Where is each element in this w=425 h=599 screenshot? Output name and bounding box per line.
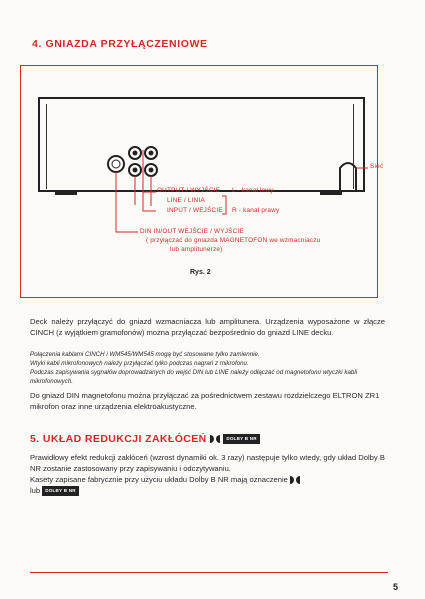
figure-caption: Rys. 2: [190, 269, 211, 276]
section-5-heading: [30, 433, 260, 445]
dolby-badge: DOLBY B NR: [223, 434, 260, 444]
label-input: INPUT / WEJŚCIE: [167, 207, 223, 214]
mains-cable-icon: [340, 163, 356, 190]
paragraph-din: Do gniazd DIN magnetofonu można przyłączać za pośrednictwem zestawu rozdzielczego ELTRON ZR1 mikrofon oraz inne urządzenia elektroakustyczne.: [30, 391, 380, 412]
label-mains: Sieć: [370, 163, 384, 170]
dolby-badge-2: DOLBY B NR: [42, 486, 79, 496]
note-microphone: Wtyki kabli mikrofonowych należy przyłączać tylko podczas nagrań z mikrofonu.: [30, 360, 249, 367]
cassettes-text: Kasety zapisane fabrycznie przy użyciu układu Dolby B NR mają oznaczenie: [30, 475, 288, 484]
dolby-double-d-icon: [210, 435, 220, 443]
paragraph-cassettes: [30, 474, 385, 496]
section-4-heading: 4. GNIAZDA PRZYŁĄCZENIOWE: [32, 38, 208, 50]
label-din: DIN IN/OUT WEJŚCIE / WYJŚCIE: [140, 228, 244, 235]
section-5-title: 5. UKŁAD REDUKCJI ZAKŁÓCEŃ: [30, 433, 207, 445]
page-number: 5: [393, 582, 399, 592]
label-right-channel: R - kanał prawy: [232, 207, 280, 214]
bottom-rule: [30, 572, 388, 573]
note-recording: Podczas zapisywania sygnałów doprowadzanych do wejść DIN lub LINE należy odłączać od magnetofonu wtyczki kabli mikrofonowych.: [30, 369, 358, 385]
din-socket-icon: [108, 156, 124, 172]
paragraph-connections: Deck należy przyłączyć do gniazd wzmacniacza lub amplitunera. Urządzenia wyposażone w złącze CINCH (z wyjątkiem gramofonów) można przyłączać bezpośrednio do gniazd LINE decku.: [30, 317, 385, 338]
label-din-note-2: lub amplitunerze): [170, 246, 223, 253]
note-cinch: Połączenia kablami CINCH i WM545/WM545 mogą być stosowane tylko zamiennie.: [30, 351, 260, 358]
label-line: LINE / LINIA: [167, 197, 205, 204]
label-din-note: ( przyłączać do gniazda MAGNETOFON we wzmacniaczu: [146, 237, 321, 244]
lub-text: lub: [30, 486, 41, 496]
label-output: OUTPUT / WYJŚCIE: [157, 187, 221, 194]
paragraph-dolby-effect: Prawidłowy efekt redukcji zakłóceń (wzrost dynamiki ok. 3 razy) następuje tylko wtedy, gdy układ Dolby B NR zostanie zastosowany przy zapisywaniu i odczytywaniu.: [30, 453, 385, 474]
dolby-double-d-icon-2: [290, 476, 300, 484]
label-left-channel: L - kanał lewy: [232, 187, 274, 194]
